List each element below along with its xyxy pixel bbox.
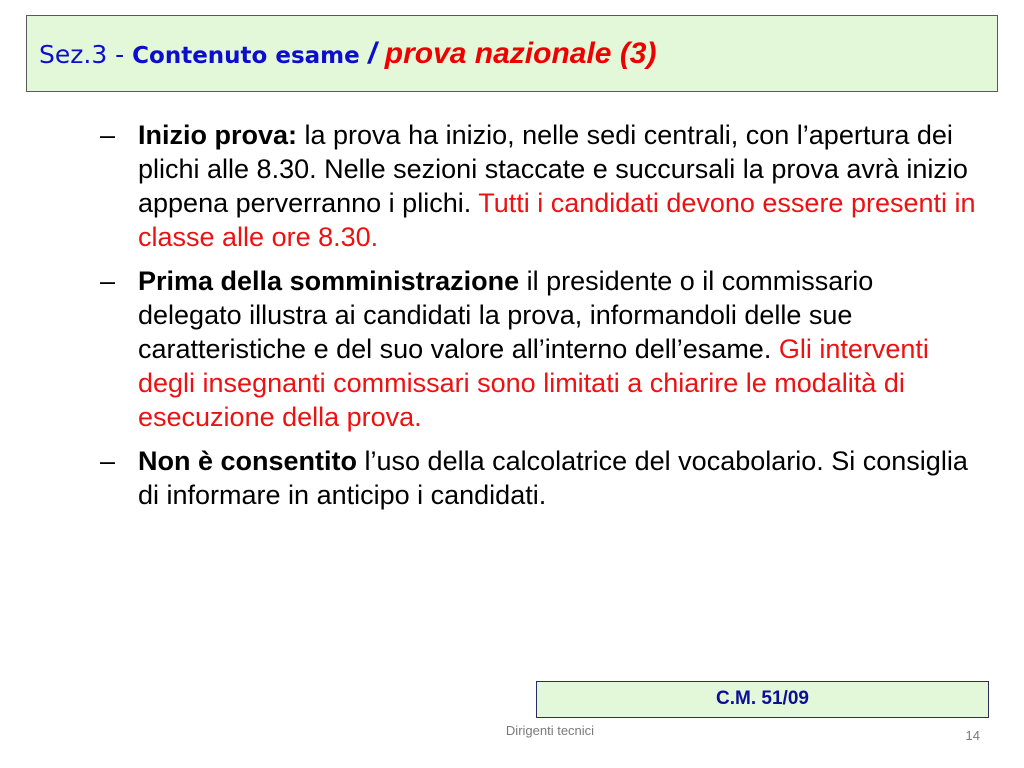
bullet-item-non-consentito [100, 444, 980, 512]
title-separator: - [107, 40, 133, 69]
bullet-lead: Non è consentito [138, 446, 358, 476]
bullet-item-inizio-prova [100, 118, 980, 254]
page-number: 14 [965, 728, 980, 743]
slide-title [39, 35, 656, 78]
bullet-emphasis: Gli interventi degli insegnanti commissari sono limitati a chiarire le modalità di esecuzione della prova. [138, 334, 929, 432]
slide-title-box [26, 15, 998, 92]
reference-label: C.M. 51/09 [716, 688, 809, 709]
title-main: Contenuto esame [132, 43, 360, 69]
bullet-lead: Prima della somministrazione [138, 266, 520, 296]
bullet-dash: – [100, 120, 116, 150]
bullet-body: il presidente o il commissario delegato illustra ai candidati la prova, informandoli delle sue caratteristiche e del suo valore all’interno dell’esame. [138, 266, 874, 364]
reference-box [536, 681, 989, 718]
bullet-list [100, 118, 980, 522]
title-slash: / [359, 37, 385, 70]
bullet-lead: Inizio prova: [138, 120, 298, 150]
bullet-item-somministrazione [100, 264, 980, 434]
title-highlight: prova nazionale (3) [384, 37, 657, 70]
title-section-number: Sez.3 [39, 40, 108, 69]
bullet-body: la prova ha inizio, nelle sedi centrali, con l’apertura dei plichi alle 8.30. Nelle sezioni staccate e succursali la prova avrà inizio appena perverranno i plichi. [138, 120, 968, 218]
bullet-dash: – [100, 266, 116, 296]
bullet-dash: – [100, 446, 116, 476]
bullet-body: l’uso della calcolatrice del vocabolario. Si consiglia di informare in anticipo i candidati. [138, 446, 968, 510]
bullet-emphasis: Tutti i candidati devono essere presenti in classe alle ore 8.30. [138, 188, 976, 252]
footer-text: Dirigenti tecnici [505, 723, 595, 738]
